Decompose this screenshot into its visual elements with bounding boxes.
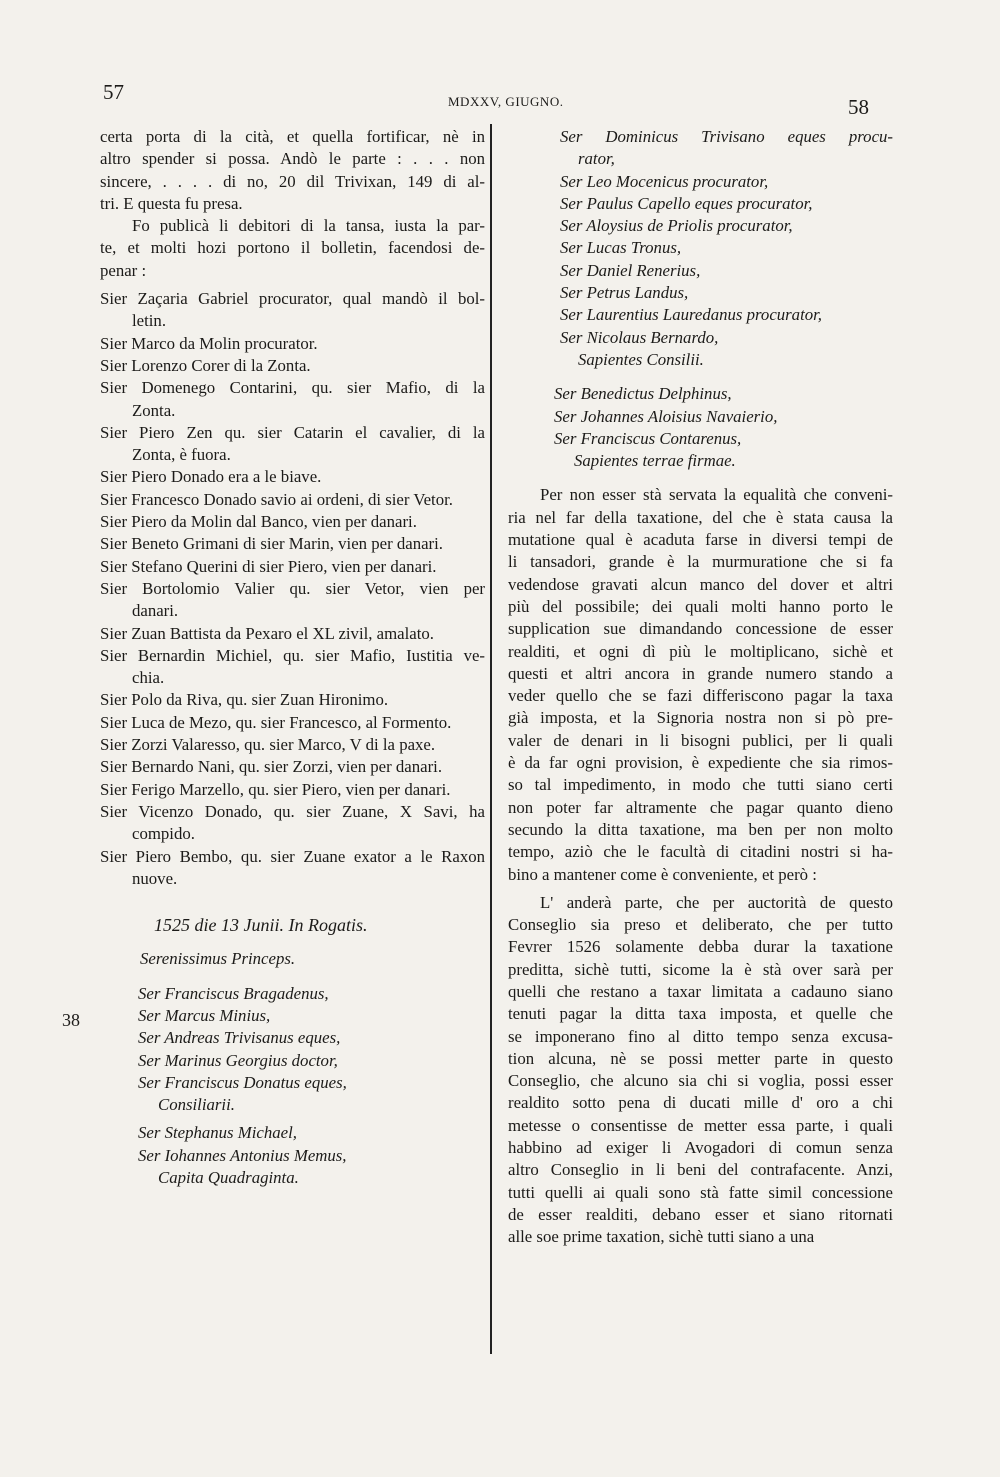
text-line: alle soe prime taxation, sichè tutti siano a una	[508, 1227, 815, 1247]
list-item-line: danari.	[132, 601, 179, 621]
capita-label: Capita Quadraginta.	[158, 1168, 299, 1188]
list-line: Ser Franciscus Donatus eques,	[138, 1072, 347, 1092]
text-line: già imposta, et la Signoria nostra non si pò pre-	[508, 708, 893, 728]
list-item	[100, 489, 485, 511]
text-line: realdito sotto pena di ducati mille d' oro a chi	[508, 1093, 893, 1113]
list-item-line: Sier Beneto Grimani di sier Marin, vien per danari.	[100, 534, 443, 554]
text-line: questi et altri ancora in grande numero stando a	[508, 663, 893, 683]
text-line: preditta, sichè tutti, sicome la è stà over sarà per	[508, 959, 893, 979]
list-item-line: Sier Piero Donado era a le biave.	[100, 467, 322, 487]
list-line: Ser Aloysius de Priolis procurator,	[560, 216, 793, 236]
list-item	[100, 533, 485, 555]
text-line: metesse o consentisse de metter essa parte, i quali	[508, 1115, 893, 1135]
terrae-firmae-list	[508, 383, 893, 450]
list-item-line: Sier Francesco Donado savio ai ordeni, di sier Vetor.	[100, 489, 453, 509]
list-item	[100, 756, 485, 778]
text-line: altro spender si possa. Andò le parte : . . . non	[100, 149, 485, 169]
text-line: penar :	[100, 260, 147, 280]
list-item	[100, 734, 485, 756]
right-column	[508, 126, 893, 1249]
page-number-left: 57	[103, 80, 124, 104]
list-line: Ser Leo Mocenicus procurator,	[560, 171, 769, 191]
capita-list	[100, 1122, 485, 1167]
terrae-firmae-label: Sapientes terrae firmae.	[574, 451, 736, 471]
list-line: Ser Franciscus Contarenus,	[554, 428, 742, 448]
list-line: Ser Paulus Capello eques procurator,	[560, 193, 813, 213]
list-line: Ser Johannes Aloisius Navaierio,	[554, 406, 778, 426]
list-line: Ser Franciscus Bragadenus,	[138, 983, 329, 1003]
list-line: Ser Lucas Tronus,	[560, 238, 682, 258]
text-line: te, et molti hozi portono il bolletin, facendosi de-	[100, 238, 485, 258]
text-line: de esser realditi, debano esser et siano ritornati	[508, 1204, 893, 1224]
list-item-line: Sier Bernardo Nani, qu. sier Zorzi, vien per danari.	[100, 757, 443, 777]
paragraph-right-1	[508, 484, 893, 885]
list-item-line: Sier Bernardin Michiel, qu. sier Mafio, Iustitia ve-	[100, 645, 485, 665]
list-item	[100, 422, 485, 467]
text-line: è da far ogni provision, è expediente che sia rimos-	[508, 753, 893, 773]
list-line: Ser Petrus Landus,	[560, 283, 689, 303]
page-number-right: 58	[848, 95, 869, 119]
text-line: tutti quelli ai quali sono stà fatte simil concessione	[508, 1182, 893, 1202]
list-item-line: compido.	[132, 824, 195, 844]
text-line: più del possibile; dei quali molti hanno porto le	[508, 596, 893, 616]
margin-number: 38	[62, 1010, 80, 1030]
list-item	[100, 779, 485, 801]
list-item-line: Sier Piero Zen qu. sier Catarin el cavalier, di la	[100, 422, 485, 442]
list-item-line: Zonta.	[132, 400, 176, 420]
list-item	[100, 556, 485, 578]
consiliarii-label: Consiliarii.	[158, 1095, 235, 1115]
running-header: MDXXV, GIUGNO.	[448, 94, 564, 109]
text-line: so tal impedimento, in modo che tutti siano certi	[508, 775, 893, 795]
list-item-line: Zonta, è fuora.	[132, 445, 231, 465]
text-line: tenuti pagar la ditta taxa imposta, et quelle che	[508, 1004, 893, 1024]
list-item-line: Sier Polo da Riva, qu. sier Zuan Hironimo.	[100, 690, 389, 710]
list-item-line: Sier Bortolomio Valier qu. sier Vetor, vien per	[100, 578, 485, 598]
list-item	[100, 333, 485, 355]
list-line: Ser Nicolaus Bernardo,	[560, 327, 719, 347]
list-item-line: letin.	[132, 311, 167, 331]
text-line: ria nel far della taxatione, del che è stata causa la	[508, 507, 893, 527]
list-item	[100, 578, 485, 623]
list-item-line: Sier Zuan Battista da Pexaro el XL zivil, amalato.	[100, 623, 434, 643]
list-line: Ser Stephanus Michael,	[138, 1123, 297, 1143]
text-line: vedendose gravati alcun manco del dover et altri	[508, 574, 893, 594]
text-line: Fo publicà li debitori di la tansa, iusta la par-	[132, 216, 485, 236]
text-line: Conseglio, che alcuno sia chi si voglia, possi esser	[508, 1071, 893, 1091]
list-line: Ser Dominicus Trivisano eques procu-	[560, 127, 893, 146]
text-line: tion alcuna, nè se possi metter parte in questo	[508, 1048, 893, 1068]
list-item	[100, 377, 485, 422]
list-item	[100, 355, 485, 377]
list-item-line: Sier Ferigo Marzello, qu. sier Piero, vien per danari.	[100, 779, 451, 799]
list-line: rator,	[578, 149, 615, 169]
list-item-line: Sier Stefano Querini di sier Piero, vien per danari.	[100, 556, 437, 576]
text-line: non poter far altramente che pagar quanto dieno	[508, 797, 893, 817]
text-line: bino a mantener come è conveniente, et però :	[508, 864, 817, 884]
text-line: li tansadori, grande è la murmuratione che si fa	[508, 552, 893, 572]
list-item-line: Sier Piero Bembo, qu. sier Zuane exator a le Raxon	[100, 846, 485, 866]
list-item	[100, 712, 485, 734]
text-line: realditi, et ogni dì più le moltiplicano, sichè et	[508, 641, 893, 661]
consiliarii-list	[100, 983, 485, 1094]
list-item	[100, 288, 485, 333]
text-line: L' anderà parte, che per auctorità de questo	[540, 892, 893, 912]
text-line: secundo la ditta taxatione, ma ben per non molto	[508, 819, 893, 839]
sapientes-consilii-label: Sapientes Consilii.	[578, 349, 704, 369]
text-line: altro Conseglio in li beni del contrafacente. Anzi,	[508, 1160, 893, 1180]
text-line: quelli che restano a taxar limitata a cadauno siano	[508, 981, 893, 1001]
list-item	[100, 623, 485, 645]
text-line: supplication sue dimandando concessione de esser	[508, 619, 893, 639]
paragraph-left-1	[100, 126, 485, 215]
text-line: Conseglio sia preso et deliberato, che per tutto	[508, 915, 893, 935]
list-item-line: Sier Marco da Molin procurator.	[100, 333, 318, 353]
princeps-line: Serenissimus Princeps.	[140, 949, 296, 969]
text-line: se imponerano fino al ditto tempo senza excusa-	[508, 1026, 893, 1046]
list-line: Ser Iohannes Antonius Memus,	[138, 1145, 347, 1165]
sapientes-consilii-list	[508, 126, 893, 349]
column-divider	[490, 124, 492, 1354]
text-line: certa porta di la cità, et quella fortificar, nè in	[100, 127, 485, 146]
list-line: Ser Benedictus Delphinus,	[554, 384, 732, 404]
text-line: veder quello che se fazi differiscono pagar la taxa	[508, 686, 893, 706]
list-item-line: chia.	[132, 668, 165, 688]
list-line: Ser Laurentius Lauredanus procurator,	[560, 305, 822, 325]
paragraph-right-2	[508, 892, 893, 1249]
paragraph-left-2	[100, 215, 485, 282]
text-line: Fevrer 1526 solamente debba durar la taxatione	[508, 937, 893, 957]
text-line: tri. E questa fu presa.	[100, 193, 243, 213]
list-item	[100, 846, 485, 891]
list-item	[100, 645, 485, 690]
list-item-line: Sier Piero da Molin dal Banco, vien per danari.	[100, 512, 417, 532]
list-line: Ser Daniel Renerius,	[560, 260, 701, 280]
date-heading: 1525 die 13 Junii. In Rogatis.	[154, 915, 368, 936]
list-item-line: Sier Zorzi Valaresso, qu. sier Marco, V di la paxe.	[100, 735, 436, 755]
text-line: tempo, aziò che le facultà di citadini nostri si ha-	[508, 842, 893, 862]
list-item-line: Sier Luca de Mezo, qu. sier Francesco, al Formento.	[100, 712, 452, 732]
list-line: Ser Marinus Georgius doctor,	[138, 1050, 338, 1070]
text-line: valer de denari in li bisogni publici, per li quali	[508, 730, 893, 750]
list-line: Ser Marcus Minius,	[138, 1005, 271, 1025]
list-item-line: Sier Zaçaria Gabriel procurator, qual mandò il bol-	[100, 289, 485, 309]
list-item	[100, 511, 485, 533]
debtor-list	[100, 288, 485, 890]
list-item-line: Sier Lorenzo Corer di la Zonta.	[100, 355, 311, 375]
list-item	[100, 801, 485, 846]
list-line: Ser Andreas Trivisanus eques,	[138, 1028, 341, 1048]
text-line: mutatione qual è acaduta farse in diversi tempi de	[508, 530, 893, 550]
list-item-line: Sier Vicenzo Donado, qu. sier Zuane, X Savi, ha	[100, 801, 485, 821]
left-column	[100, 126, 485, 1189]
text-line: sincere, . . . . di no, 20 dil Trivixan, 149 di al-	[100, 171, 485, 191]
list-item	[100, 466, 485, 488]
text-line: Per non esser stà servata la equalità che conveni-	[540, 485, 893, 505]
list-item-line: Sier Domenego Contarini, qu. sier Mafio, di la	[100, 378, 485, 398]
list-item	[100, 689, 485, 711]
list-item-line: nuove.	[132, 868, 178, 888]
text-line: habbino ad exiger li Avogadori di comun senza	[508, 1138, 893, 1158]
